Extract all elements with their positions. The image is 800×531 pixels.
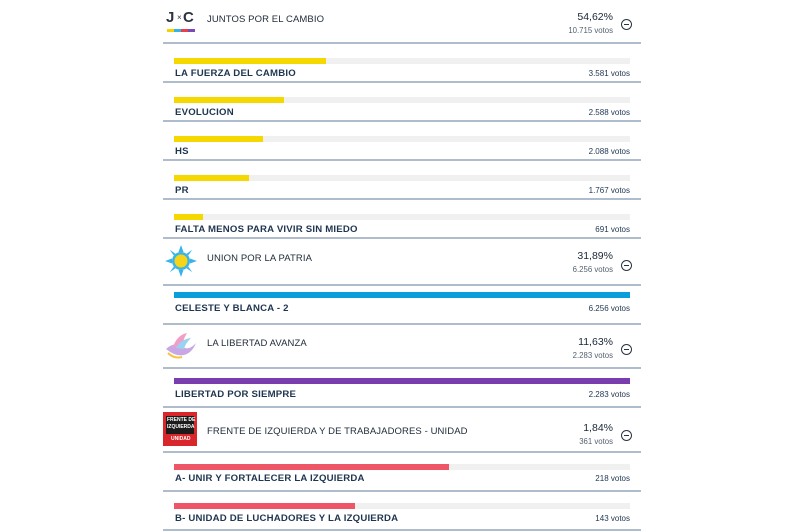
party-votes: 361 votos bbox=[579, 437, 613, 446]
collapse-icon[interactable] bbox=[621, 430, 632, 441]
vote-bar-track bbox=[174, 97, 630, 103]
party-percentage: 31,89% bbox=[577, 250, 613, 262]
collapse-icon[interactable] bbox=[621, 260, 632, 271]
vote-bar-fill bbox=[174, 378, 630, 384]
list-row bbox=[163, 286, 641, 325]
jxc-logo-letter-j: J bbox=[166, 9, 175, 26]
list-votes: 218 votos bbox=[595, 474, 630, 483]
list-row bbox=[163, 122, 641, 161]
party-name: JUNTOS POR EL CAMBIO bbox=[207, 14, 325, 25]
list-row bbox=[163, 44, 641, 83]
party-percentage: 11,63% bbox=[578, 336, 613, 348]
jxc-logo-icon bbox=[163, 6, 199, 42]
list-row bbox=[163, 161, 641, 200]
list-name: FALTA MENOS PARA VIVIR SIN MIEDO bbox=[175, 224, 358, 235]
party-name: FRENTE DE IZQUIERDA Y DE TRABAJADORES - UNIDAD bbox=[207, 426, 468, 437]
party-percentage: 54,62% bbox=[577, 11, 613, 23]
list-name: PR bbox=[175, 185, 189, 196]
jxc-logo-letter-x: × bbox=[177, 13, 182, 22]
list-votes: 143 votos bbox=[595, 514, 630, 523]
vote-bar-track bbox=[174, 136, 630, 142]
list-votes: 2.088 votos bbox=[588, 147, 630, 156]
party-name: UNION POR LA PATRIA bbox=[207, 253, 313, 264]
list-votes: 6.256 votos bbox=[588, 304, 630, 313]
party-votes: 2.283 votos bbox=[572, 351, 613, 360]
vote-bar-track bbox=[174, 503, 630, 509]
list-row bbox=[163, 83, 641, 122]
fit-logo-line-3: UNIDAD bbox=[171, 436, 191, 442]
party-percentage: 1,84% bbox=[583, 422, 613, 434]
list-row bbox=[163, 369, 641, 408]
list-votes: 2.283 votos bbox=[588, 390, 630, 399]
list-name: EVOLUCION bbox=[175, 107, 234, 118]
fit-logo-line-2: IZQUIERDA bbox=[167, 424, 195, 430]
vote-bar-track bbox=[174, 175, 630, 181]
party-name: LA LIBERTAD AVANZA bbox=[207, 338, 307, 349]
list-votes: 691 votos bbox=[595, 225, 630, 234]
vote-bar-track bbox=[174, 214, 630, 220]
results-list bbox=[163, 0, 641, 531]
list-name: LIBERTAD POR SIEMPRE bbox=[175, 389, 297, 400]
jxc-logo-stripe bbox=[167, 29, 195, 32]
party-votes: 6.256 votos bbox=[572, 265, 613, 274]
jxc-logo-letter-c: C bbox=[183, 9, 194, 26]
party-row-juntos-por-el-cambio bbox=[163, 0, 641, 44]
party-row-frente-de-izquierda bbox=[163, 408, 641, 453]
list-name: B- UNIDAD DE LUCHADORES Y LA IZQUIERDA bbox=[175, 513, 399, 524]
vote-bar-fill bbox=[174, 175, 249, 181]
vote-bar-fill bbox=[174, 214, 203, 220]
list-row bbox=[163, 492, 641, 531]
vote-bar-track bbox=[174, 378, 630, 384]
party-votes: 10.715 votos bbox=[568, 26, 613, 35]
vote-bar-track bbox=[174, 464, 630, 470]
vote-bar-fill bbox=[174, 503, 355, 509]
vote-bar-fill bbox=[174, 464, 449, 470]
list-row bbox=[163, 200, 641, 239]
list-name: LA FUERZA DEL CAMBIO bbox=[175, 68, 296, 79]
vote-bar-track bbox=[174, 58, 630, 64]
list-votes: 2.588 votos bbox=[588, 108, 630, 117]
list-votes: 3.581 votos bbox=[588, 69, 630, 78]
fit-logo-line-1: FRENTE DE bbox=[167, 417, 196, 423]
list-name: A- UNIR Y FORTALECER LA IZQUIERDA bbox=[175, 473, 365, 484]
vote-bar-fill bbox=[174, 58, 326, 64]
list-votes: 1.767 votos bbox=[588, 186, 630, 195]
list-name: HS bbox=[175, 146, 189, 157]
vote-bar-fill bbox=[174, 97, 284, 103]
collapse-icon[interactable] bbox=[621, 19, 632, 30]
fit-unidad-logo-icon bbox=[163, 412, 197, 446]
vote-bar-track bbox=[174, 292, 630, 298]
vote-bar-fill bbox=[174, 292, 630, 298]
vote-bar-fill bbox=[174, 136, 263, 142]
collapse-icon[interactable] bbox=[621, 344, 632, 355]
party-row-union-por-la-patria bbox=[163, 239, 641, 286]
party-row-la-libertad-avanza bbox=[163, 325, 641, 369]
list-row bbox=[163, 453, 641, 492]
union-por-la-patria-sun-icon bbox=[163, 243, 199, 279]
la-libertad-avanza-dove-icon bbox=[163, 329, 199, 365]
list-name: CELESTE Y BLANCA - 2 bbox=[175, 303, 289, 314]
